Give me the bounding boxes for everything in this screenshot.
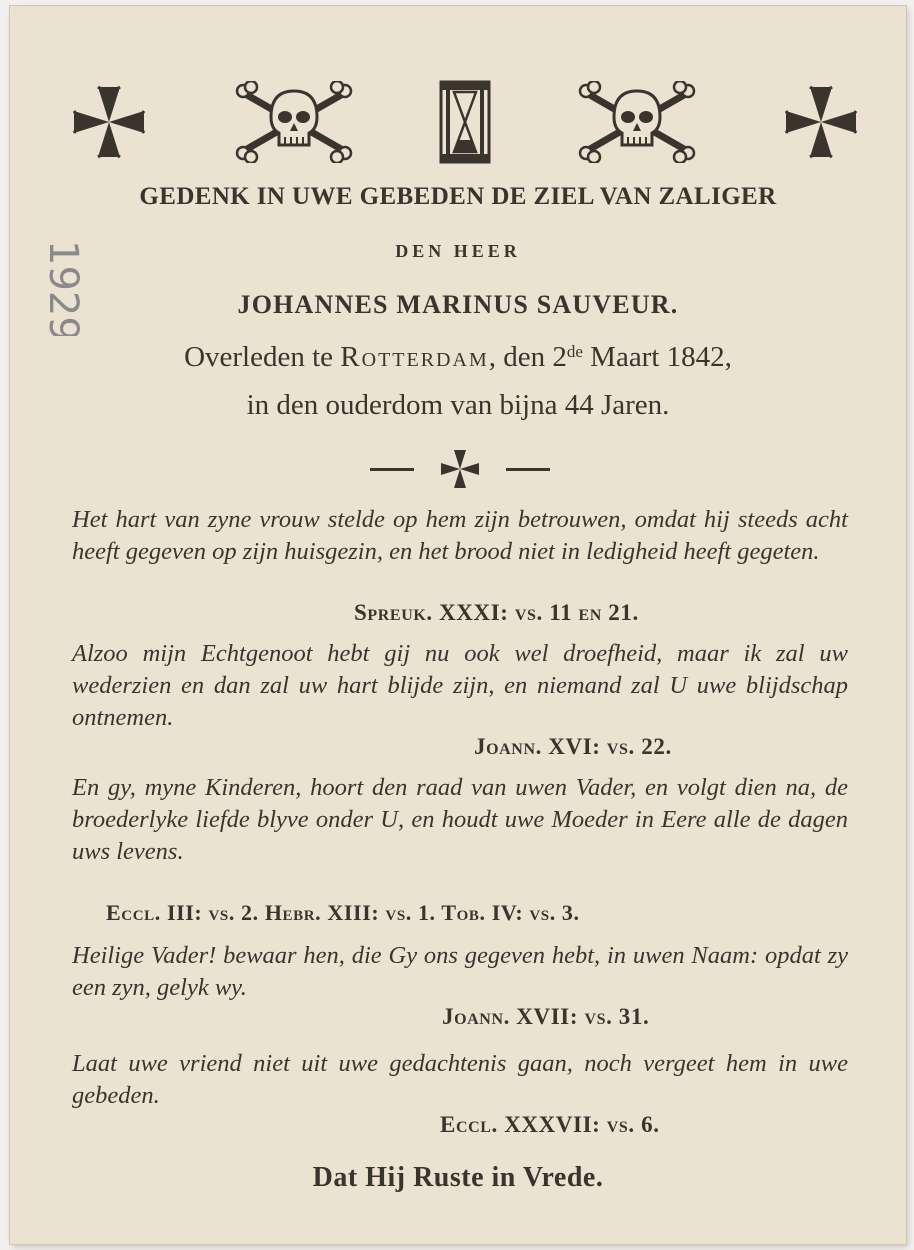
memorial-card bbox=[10, 6, 906, 1244]
hourglass-icon bbox=[439, 80, 491, 164]
cross-divider bbox=[370, 446, 550, 492]
divider-dash bbox=[370, 468, 414, 471]
verse-1-reference: Spreuk. XXXI: vs. 11 en 21. bbox=[354, 600, 639, 625]
cross-pattee-icon bbox=[70, 83, 148, 161]
divider-dash bbox=[506, 468, 550, 471]
verse-5-reference: Eccl. XXXVII: vs. 6. bbox=[440, 1112, 660, 1137]
verse-3-reference: Eccl. III: vs. 2. Hebr. XIII: vs. 1. Tob. IV: vs. 3. bbox=[106, 900, 580, 925]
verse-2-reference: Joann. XVI: vs. 22. bbox=[474, 734, 672, 759]
verse-1-text: Het hart van zyne vrouw stelde op hem zijn betrouwen, omdat hij steeds acht heeft gegeven op zijn huisgezin, en het brood niet in ledigheid heeft gegeten. bbox=[72, 506, 848, 565]
verse-5-text: Laat uwe vriend niet uit uwe gedachtenis gaan, noch vergeet hem in uwe gebeden. bbox=[72, 1050, 848, 1109]
skull-crossbones-icon bbox=[233, 81, 355, 163]
heading-remember: GEDENK IN UWE GEBEDEN DE ZIEL VAN ZALIGER bbox=[139, 183, 777, 210]
verse-3-text: En gy, myne Kinderen, hoort den raad van uwen Vader, en volgt dien na, de broederlyke liefde blyve onder U, en houdt uwe Moeder in Eere alle de dagen uws levens. bbox=[72, 774, 848, 865]
death-place: Rotterdam bbox=[340, 341, 489, 373]
verse-4-reference: Joann. XVII: vs. 31. bbox=[442, 1004, 650, 1029]
heading-title: DEN HEER bbox=[395, 241, 521, 261]
closing-line: Dat Hij Ruste in Vrede. bbox=[312, 1162, 604, 1193]
verse-4-text: Heilige Vader! bewaar hen, die Gy ons gegeven hebt, in uwen Naam: opdat zy een zyn, gelyk wy. bbox=[72, 942, 848, 1001]
death-line: Overleden te Rotterdam, den 2de Maart 1842, bbox=[184, 341, 732, 373]
cross-pattee-icon bbox=[782, 83, 860, 161]
cross-pattee-icon bbox=[439, 448, 481, 490]
ornament-row bbox=[70, 76, 860, 168]
age-line: in den ouderdom van bijna 44 Jaren. bbox=[246, 389, 670, 421]
svg-text:1929: 1929 bbox=[40, 240, 82, 336]
deceased-name: JOHANNES MARINUS SAUVEUR. bbox=[237, 290, 679, 319]
verse-2-text: Alzoo mijn Echtgenoot hebt gij nu ook wel droefheid, maar ik zal uw wederzien en dan zal uw hart blijde zijn, en niemand zal U uwe blijdschap ontnemen. bbox=[72, 640, 848, 731]
skull-crossbones-icon bbox=[576, 81, 698, 163]
